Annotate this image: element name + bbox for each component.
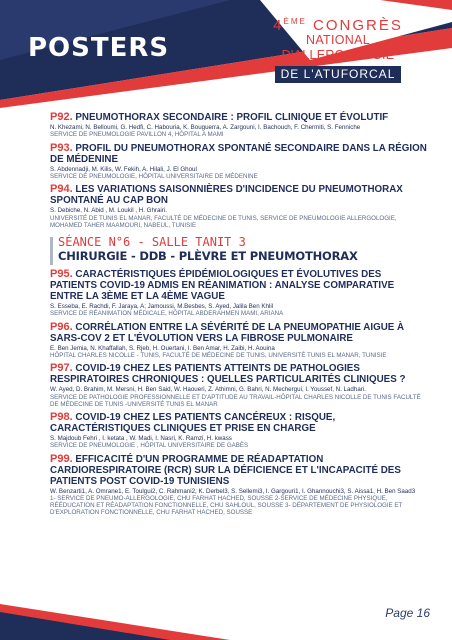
- entry-affiliation: SERVICE DE PNEUMOLOGIE PAVILLON 4, HÔPITAL A MAMI: [50, 131, 224, 139]
- entry-title: P93. PROFIL DU PNEUMOTHORAX SPONTANÉ SECONDAIRE DANS LA RÉGION DE MÉDENINE: [50, 141, 427, 165]
- entry-affiliation: UNIVERSITÉ DE TUNIS EL MANAR, FACULTÉ DE MÉDECINE DE TUNIS, SERVICE DE PNEUMOLOGIE ALLERGOLOGIE, MOHAMED TAHER MAAMOURI, NABEUL, TUNISIE: [50, 214, 397, 229]
- poster-entry-p97: [50, 363, 428, 408]
- session-bar: [50, 237, 53, 265]
- poster-entry-p99: [50, 454, 428, 517]
- entry-affiliation: SERVICE DE RÉANIMATION MÉDICALE, HÔPITAL ABDERAHMEN MAMI, ARIANA: [50, 310, 284, 318]
- entry-title: P94. LES VARIATIONS SAISONNIÈRES D'INCIDENCE DU PNEUMOTHORAX SPONTANÉ AU CAP BON: [50, 183, 403, 207]
- entry-title: P95. CARACTÉRISTIQUES ÉPIDÉMIOLOGIQUES ET ÉVOLUTIVES DES PATIENTS COVID-19 ADMIS EN RÉANIMATION : ANALYSE COMPARATIVE ENTRE LA 3ÈME ET LA 4ÈME VAGUE: [50, 268, 395, 303]
- entry-authors: W. Benzarti1, A. Omrane1, E. Toulgui2, C. Rahmani2, K. Derbel3, S. Sellemi3, I. Gargouri1, I. Ghannouchi3, S. Aissa1, H. Ben Saad3: [50, 487, 416, 495]
- entry-title: P98. COVID-19 CHEZ LES PATIENTS CANCÉREUX : RISQUE, CARACTÉRISTIQUES CLINIQUES ET PRISE EN CHARGE: [50, 411, 336, 435]
- entry-authors: S. Abdennadji, M. Kilis, W. Fekih, A. Hilali, J. El Ghoul: [50, 165, 197, 173]
- poster-entry-p94: [50, 184, 428, 229]
- session-title: SÉANCE N°6 - SALLE TANIT 3: [58, 235, 246, 250]
- poster-list: [50, 112, 428, 521]
- congress-line-2: NATIONAL D'ALLERGOLOGIE: [281, 33, 395, 62]
- entry-authors: E. Ben Jemia, N. Khaffallah, S. Rjeb, H. Ouertani, I. Ben Amar, H. Zaibi, H. Aouina: [50, 344, 275, 352]
- entry-title: P96. CORRÉLATION ENTRE LA SÉVÉRITÉ DE LA PNEUMOPATHIE AIGUE À SARS-COV 2 ET L'ÉVOLUTION VERS LA FIBROSE PULMONAIRE: [50, 320, 405, 344]
- session-heading: [50, 235, 428, 263]
- poster-entry-p95: [50, 269, 428, 318]
- entry-affiliation: HÔPITAL CHARLES NICOLLE - TUNIS, FACULTÉ DE MÉDECINE DE TUNIS, UNIVERSITÉ TUNIS EL MANAR, TUNISIE: [50, 352, 387, 360]
- entry-affiliation: SERVICE DE PNEUMOLOGIE, HÔPITAL UNIVERSITAIRE DE MÉDENINE: [50, 173, 258, 181]
- entry-title: P92. PNEUMOTHORAX SECONDAIRE : PROFIL CLINIQUE ET ÉVOLUTIF: [50, 111, 389, 123]
- congress-line-1: 4ÈME CONGRÈS: [273, 17, 403, 34]
- page-footer: [0, 598, 452, 640]
- entry-affiliation: SERVICE DE PATHOLOGIE PROFESSIONNELLE ET D'APTITUDE AU TRAVAIL-HÔPITAL CHARLES NICOLLE DE TUNIS FACULTÉ DE MÉDECINE DE TUNIS -UNIVERSITÉ TUNIS EL MANAR: [50, 393, 421, 408]
- congress-line-3: DE L'ATUFORCAL: [275, 66, 402, 83]
- congress-logo: [258, 14, 418, 83]
- page-number: Page 16: [385, 606, 430, 620]
- entry-authors: N. Khezami, N. Belloumi, G. Hedfi, C. Habouria, K. Bouguerra, A. Zargouni, I. Bachouch, F. Chermiti, S. Fenniche: [50, 124, 361, 131]
- page-header: [0, 0, 452, 108]
- entry-affiliation: SERVICE DE PNEUMOLOGIE , HÔPITAL UNIVERSITAIRE DE GABÈS: [50, 442, 249, 450]
- entry-title: P99. EFFICACITÉ D'UN PROGRAMME DE RÉADAPTATION CARDIORESPIRATOIRE (RCR) SUR LA DÉFICIENCE ET L'INCAPACITÉ DES PATIENTS POST COVID-19 TUNISIENS: [50, 452, 401, 487]
- session-subtitle: CHIRURGIE - DDB - PLÈVRE ET PNEUMOTHORAX: [58, 249, 358, 264]
- footer-background: [0, 598, 452, 640]
- entry-authors: S. Majdoub Fehri , I. ketata , W. Madi, I. Nasri, K. Ramzi, H. kwass: [50, 435, 232, 443]
- poster-entry-p92: [50, 112, 428, 139]
- poster-entry-p98: [50, 412, 428, 450]
- entry-affiliation: 1- SERVICE DE PNEUMO-ALLERGOLOGIE, CHU FARHAT HACHED, SOUSSE 2-SERVICE DE MÉDECINE PHYSIQUE, RÉÉDUCATION ET RÉADAPTATION FONCTIONNELLE, CHU SAHLOUL, SOUSSE 3- DÉPARTEMENT DE PHYSIOLOGIE ET D'EXPLORATION FONCTIONNELLE, CHU FARHAT HACHED, SOUSSE: [50, 495, 403, 517]
- entry-authors: W. Ayed, D. Brahim, M. Mersni, H. Ben Said, W. Haoueri, Z. Athimni, G. Bahri, N. Mechergui, I. Youssef, N. Ladhari.: [50, 386, 366, 394]
- entry-authors: S. Esseba, E. Rachdi, F. Jaraya, A; Jamoussi, M.Besbes, S. Ayed, Jalila Ben Khlil: [50, 303, 274, 311]
- entry-title: P97. COVID-19 CHEZ LES PATIENTS ATTEINTS DE PATHOLOGIES RESPIRATOIRES CHRONIQUES : QUELLES PARTICULARITÉS CLINIQUES ?: [50, 362, 406, 386]
- poster-entry-p96: [50, 322, 428, 360]
- section-title: POSTERS: [28, 33, 170, 63]
- entry-authors: S. Debiche, N. Abid , M. Loukil , H. Ghrairi.: [50, 207, 167, 215]
- poster-entry-p93: [50, 143, 428, 181]
